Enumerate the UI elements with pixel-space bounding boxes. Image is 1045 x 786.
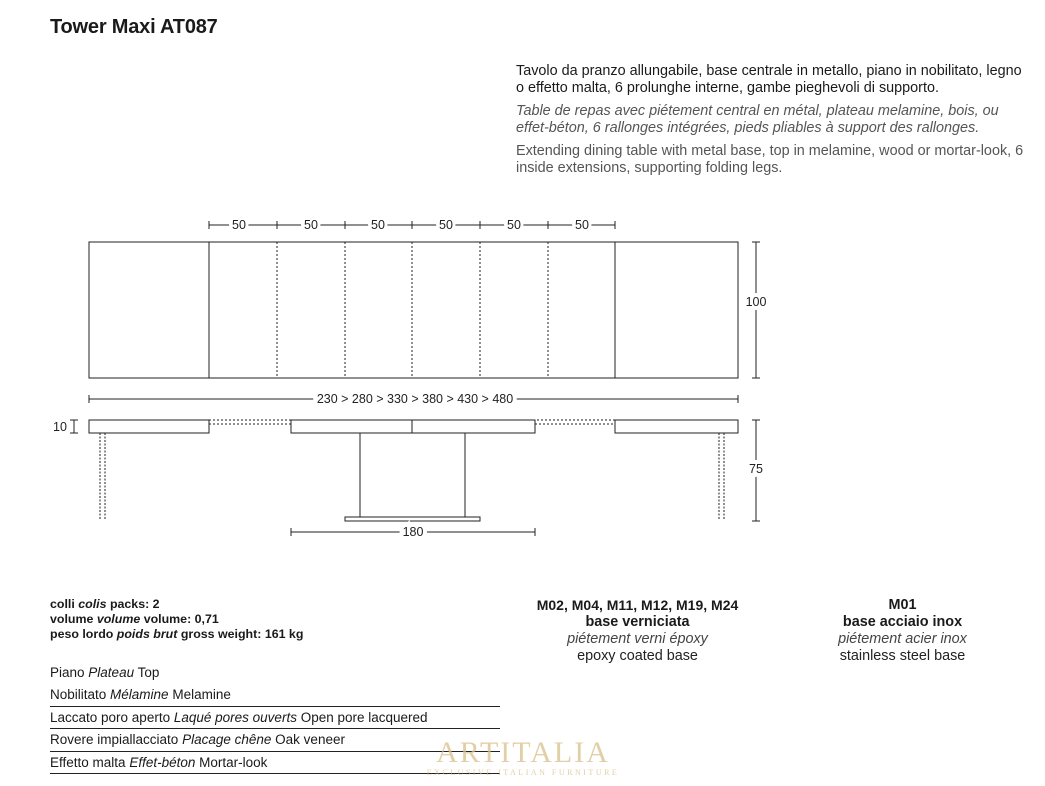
base-option-epoxy	[510, 597, 765, 665]
product-title: Tower Maxi AT087	[50, 16, 218, 38]
depth-label: 100	[745, 295, 767, 309]
extension-label: 50	[371, 218, 385, 232]
description-english: Extending dining table with metal base, top in melamine, wood or mortar-look, 6 inside extensions, supporting folding legs.	[516, 143, 1024, 176]
base-name-english: epoxy coated base	[577, 648, 698, 664]
base-name-italian: base acciaio inox	[842, 614, 963, 630]
watermark-tagline: EXCLUSIVE ITALIAN FURNITURE	[426, 768, 620, 777]
finish-row: Rovere impiallacciato Placage chêne Oak veneer	[50, 729, 500, 752]
height-label: 75	[749, 462, 763, 476]
finish-row: Laccato poro aperto Laqué pores ouverts Open pore lacquered	[50, 707, 500, 730]
base-name-french: piétement verni époxy	[567, 631, 708, 647]
extension-dividers	[277, 242, 548, 378]
packaging-specs	[50, 597, 303, 642]
packs-spec: colli colis packs: 2	[50, 597, 160, 611]
top-finishes-heading: Piano Plateau Top	[50, 665, 160, 680]
base-codes: M02, M04, M11, M12, M19, M24	[536, 597, 739, 613]
extension-label: 50	[232, 218, 246, 232]
base-name-english: stainless steel base	[839, 648, 966, 664]
description-french: Table de repas avec piétement central en métal, plateau melamine, bois, ou effet-béton, 6 rallonges intégrées, pieds pliables à support des rallonges.	[516, 103, 999, 136]
side-top-right	[615, 420, 738, 433]
base-name-french: piétement acier inox	[838, 631, 967, 647]
finish-row: Nobilitato Mélamine Melamine	[50, 684, 500, 707]
extension-label: 50	[507, 218, 521, 232]
extension-label: 50	[304, 218, 318, 232]
base-name-italian: base verniciata	[585, 614, 690, 630]
artitalia-watermark	[418, 738, 628, 777]
watermark-logo: ARTITALIA	[436, 736, 610, 769]
base-option-stainless	[790, 597, 1015, 665]
width-range-label: 230 > 280 > 330 > 380 > 430 > 480	[316, 392, 514, 406]
description-italian: Tavolo da pranzo allungabile, base centrale in metallo, piano in nobilitato, legno o effetto malta, 6 prolunghe interne, gambe pieghevoli di supporto.	[516, 63, 1022, 96]
thickness-label: 10	[53, 420, 67, 434]
weight-spec: peso lordo poids brut gross weight: 161 kg	[50, 627, 304, 641]
folding-legs	[100, 433, 724, 519]
base-codes: M01	[888, 597, 917, 613]
top-view-outline	[89, 242, 738, 378]
side-top-left	[89, 420, 209, 433]
base-width-label: 180	[402, 525, 424, 539]
extension-label: 50	[575, 218, 589, 232]
finish-row: Effetto malta Effet-béton Mortar-look	[50, 752, 500, 775]
base-plate	[345, 517, 480, 521]
volume-spec: volume volume volume: 0,71	[50, 612, 219, 626]
side-extension-block	[291, 420, 535, 433]
extension-label: 50	[439, 218, 453, 232]
